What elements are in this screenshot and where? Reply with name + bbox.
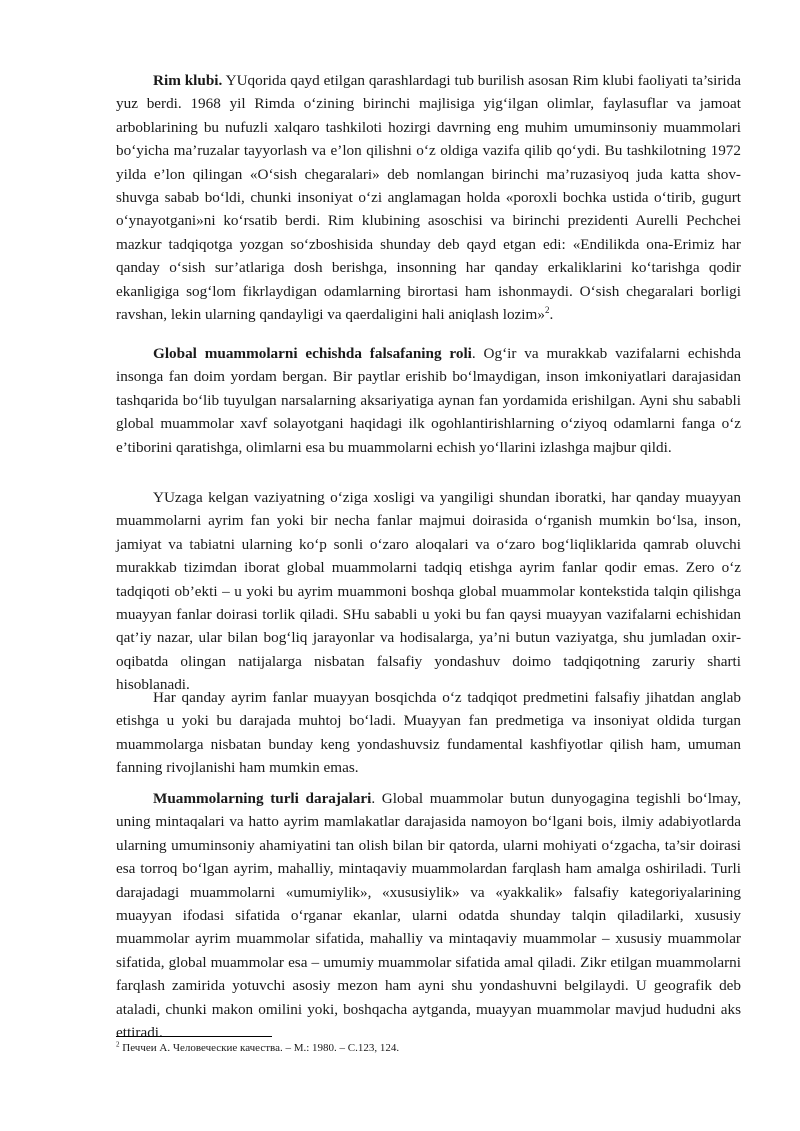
paragraph-falsafa-roli bbox=[116, 342, 741, 459]
paragraph-rim-klubi bbox=[116, 69, 741, 326]
paragraph-tail: . bbox=[549, 306, 554, 324]
footnote-mark: 2 bbox=[116, 1040, 120, 1049]
paragraph-heading: Global muammolarni echishda falsafaning roli bbox=[153, 345, 472, 362]
paragraph-darajalar bbox=[116, 787, 741, 1044]
footnote-divider bbox=[116, 1036, 272, 1037]
paragraph-text: YUzaga kelgan vaziyatning o‘ziga xosligi va yangiligi shundan iboratki, har qanday muayyan muammolarni ayrim fan yoki bir necha fanlar majmui doirasida o‘rganish mumkin bo‘lsa, inson, jamiyat va tabiatni ularning ko‘p sonli o‘zaro aloqalari va o‘zaro bog‘liqliklarida qamrab oluvchi murakkab tizimdan iborat global muammolarni tadqiq etishga ayrim fanlar qodir emas. Zero o‘z tadqiqoti ob’ekti – u yoki bu ayrim muammoni boshqa global muammolar kontekstida talqin qilishga muayyan fanlar doirasi torlik qiladi. SHu sababli u yoki bu fan qaysi muayyan vazifalarni echishidan qat’iy nazar, ular bilan bog‘liq jarayonlar va hodisalarga, ya’ni butun vaziyatga, shu jumladan oxir-oqibatda olingan natijalarga nisbatan falsafiy yondashuv doimo tadqiqotning zaruriy sharti hisoblanadi. bbox=[116, 489, 741, 694]
paragraph-text: YUqorida qayd etilgan qarashlardagi tub burilish asosan Rim klubi faoliyati ta’sirida yuz berdi. 1968 yil Rimda o‘zining birinchi majlisiga yig‘ilgan olimlar, faylasuflar va jamoat arboblarining bu nufuzli xalqaro tashkiloti hozirgi davrning eng muhim umuminsoniy muammolari bo‘yicha ma’ruzalar tayyorlash va e’lon qilishni o‘z oldiga vazifa qilib qo‘ydi. Bu tashkilotning 1972 yilda e’lon qilingan «O‘sish chegaralari» deb nomlangan birinchi ma’ruzasiyoq juda katta shov-shuvga sabab bo‘ldi, chunki insoniyat o‘zi anglamagan holda «poroxli bochka ustida o‘tirib, gugurt o‘ynayotgani»ni ko‘rsatib berdi. Rim klubining asoschisi va birinchi prezidenti Aurelli Pechchei mazkur tadqiqotga yozgan so‘zboshisida shunday deb qayd etgan edi: «Endilikda ona-Erimiz har qanday o‘sish sur’atlariga dosh berishga, insonning har qanday erkaliklarini ko‘tarishga qodir ekanligiga sog‘lom fikrlaydigan odamlarning birortasi ham ishonmaydi. O‘sish chegaralari borligi ravshan, lekin ularning qandayligi va qaerdaligini hali aniqlash lozim» bbox=[116, 72, 741, 324]
paragraph-text: Har qanday ayrim fanlar muayyan bosqichda o‘z tadqiqot predmetini falsafiy jihatdan anglab etishga u yoki bu darajada muhtoj bo‘ladi. Muayyan fan predmetiga va insoniyat oldida turgan muammolarga nisbatan bunday keng yondashuvsiz fundamental kashfiyotlar qilish ham, umuman fanning rivojlanishi ham mumkin emas. bbox=[116, 689, 741, 777]
paragraph-heading: Rim klubi. bbox=[153, 72, 223, 89]
footnote-reference[interactable]: 2 bbox=[544, 305, 550, 315]
footnote-text: Печчеи А. Человеческие качества. – М.: 1980. – С.123, 124. bbox=[119, 1042, 400, 1054]
paragraph-ayrim-fanlar bbox=[116, 686, 741, 780]
paragraph-vaziyat bbox=[116, 486, 741, 697]
paragraph-text: . Og‘ir va murakkab vazifalarni echishda insonga fan doim yordam bergan. Bir paytlar erishib bo‘lmaydigan, inson imkoniyatlari darajasidan tashqarida bo‘lib tuyulgan narsalarning aksariyatiga aynan fan yordamida erishilgan. Ayni shu sababli global muammolar xavf solayotgani haqidagi ilk ogohlantirishlarning o‘ziyoq odamlarni fanga o‘z e’tiborini qaratishga, olimlarni esa bu muammolarni echish yo‘llarini izlashga majbur qildi. bbox=[116, 345, 741, 456]
footnote bbox=[116, 1041, 741, 1055]
paragraph-heading: Muammolarning turli darajalari bbox=[153, 790, 372, 807]
paragraph-text: . Global muammolar butun dunyogagina tegishli bo‘lmay, uning mintaqalari va hatto ayrim mamlakatlar darajasida namoyon bo‘lgani bois, ilmiy adabiyotlarda ularning umuminsoniy ahamiyatini tan olish bilan bir qatorda, ularni mohiyati o‘zgacha, ta’sir doirasi esa torroq bo‘lgan ayrim, mahalliy, mintaqaviy muammolardan farqlash ham amalga oshiriladi. Turli darajadagi muammolarni «umumiylik», «xususiylik» va «yakkalik» falsafiy kategoriyalarining muayyan ifodasi sifatida o‘rganar ekanlar, ularni odatda shunday talqin qiladilarki, xususiy muammolar ayrim muammolar sifatida, mahalliy va mintaqaviy muammolar – xususiy muammolar sifatida, global muammolar esa – umumiy muammolar sifatida amal qiladi. Zikr etilgan muammolarni farqlash zamirida yotuvchi asosiy mezon ham ayni shu yondashuvni belgilaydi. U geografik deb ataladi, chunki makon omilini yoki, boshqacha aytganda, muayyan muammolar mavjud hududni aks ettiradi. bbox=[116, 790, 741, 1042]
